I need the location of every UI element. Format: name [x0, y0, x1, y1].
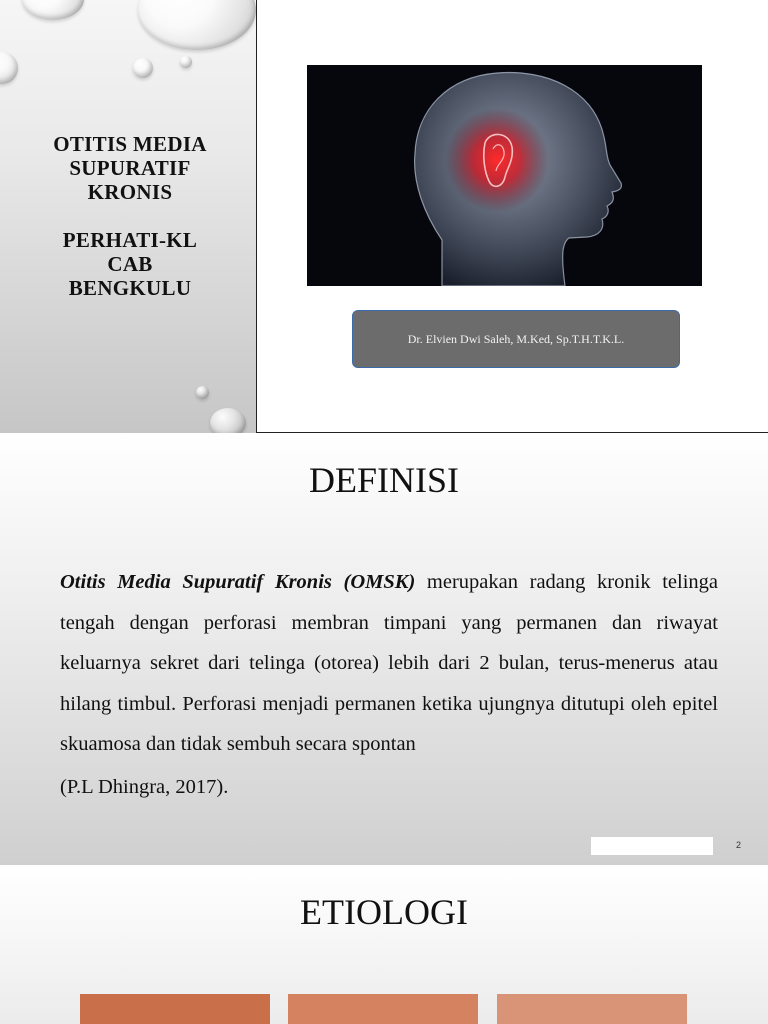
- org-line: CAB: [107, 252, 153, 276]
- definition-paragraph: [60, 562, 718, 765]
- etiology-box: [288, 994, 478, 1024]
- water-drop-decoration: [133, 58, 153, 78]
- org-line: PERHATI-KL: [62, 228, 198, 252]
- water-drop-decoration: [22, 0, 84, 20]
- ear-pain-head-illustration: [307, 65, 702, 286]
- title-line: OTITIS MEDIA: [53, 132, 207, 156]
- definition-term: Otitis Media Supuratif Kronis (OMSK): [60, 571, 416, 593]
- footer-placeholder: [591, 837, 713, 855]
- author-name: Dr. Elvien Dwi Saleh, M.Ked, Sp.T.H.T.K.L.: [407, 331, 625, 346]
- definition-slide: [0, 433, 768, 865]
- etiology-box: [497, 994, 687, 1024]
- water-drop-decoration: [196, 386, 209, 399]
- slide-title: ETIOLOGI: [300, 892, 468, 932]
- page-number: 2: [736, 840, 742, 850]
- water-drop-decoration: [138, 0, 256, 50]
- citation: (P.L Dhingra, 2017).: [60, 776, 229, 798]
- org-line: BENGKULU: [68, 276, 192, 300]
- etiology-box: [80, 994, 270, 1024]
- presentation-title: [20, 132, 240, 204]
- author-box: [352, 310, 680, 368]
- title-slide: [0, 0, 768, 433]
- water-drop-decoration: [0, 52, 18, 84]
- slide-title: DEFINISI: [309, 460, 459, 500]
- title-line: KRONIS: [87, 180, 173, 204]
- organization-name: [20, 228, 240, 300]
- title-line: SUPURATIF: [69, 156, 191, 180]
- title-panel: [0, 0, 256, 433]
- definition-text: merupakan radang kronik telinga tengah dengan perforasi membran timpani yang permanen dan riwayat keluarnya sekret dari telinga (otorea) lebih dari 2 bulan, terus-menerus atau hilang timbul. Perforasi menjadi permanen ketika ujungnya ditutupi oleh epitel skuamosa dan tidak sembuh secara spontan: [60, 571, 718, 755]
- water-drop-decoration: [210, 408, 246, 433]
- water-drop-decoration: [180, 56, 192, 68]
- etiology-slide: [0, 865, 768, 1024]
- panel-divider: [256, 0, 257, 433]
